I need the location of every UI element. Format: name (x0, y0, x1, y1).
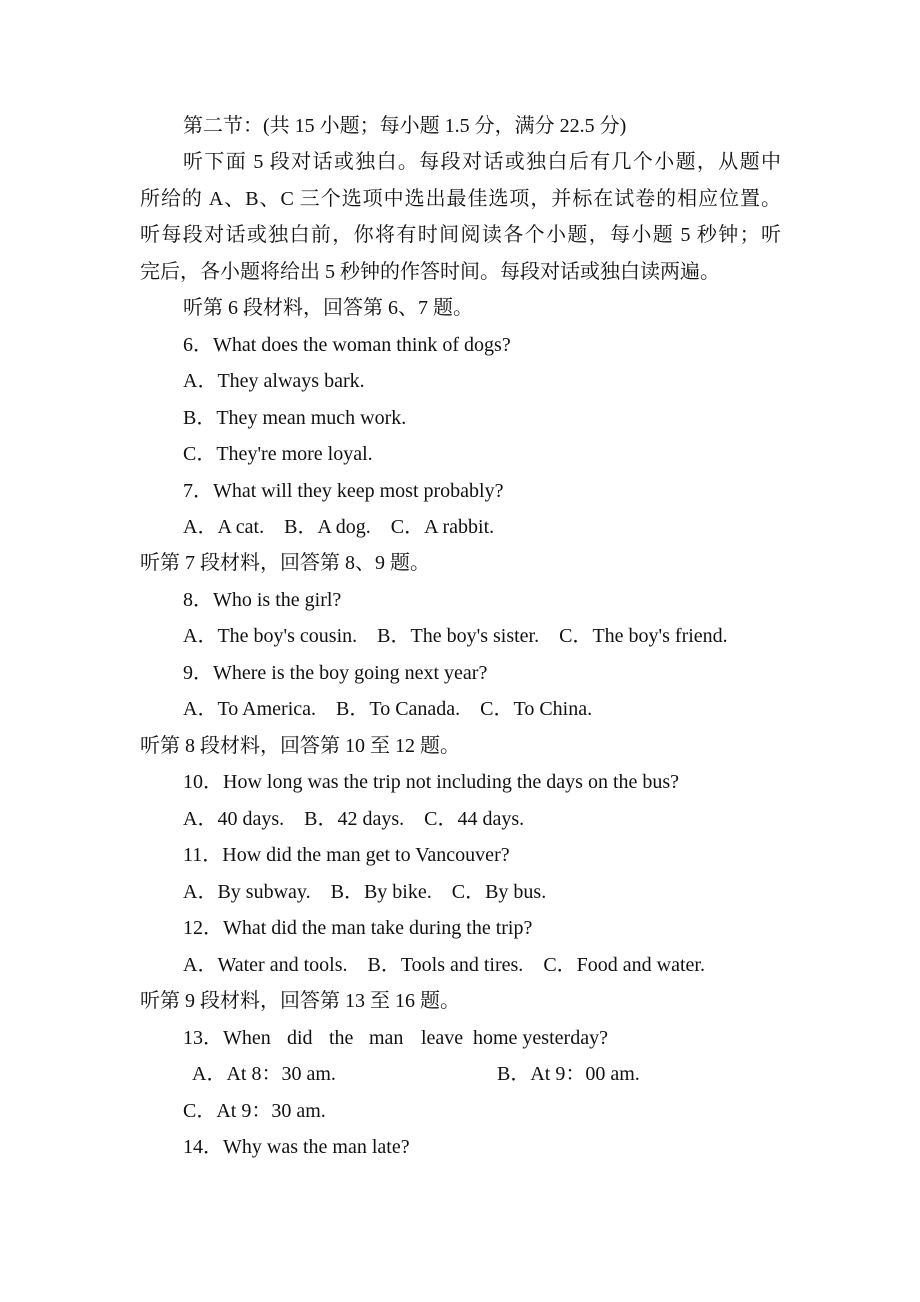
passage-intro: 听第 7 段材料，回答第 8、9 题。 (140, 552, 430, 574)
option-label: C． (543, 954, 577, 976)
option-text: At 9：30 am. (216, 1100, 326, 1122)
question-word: man (369, 1027, 404, 1049)
option-label: B． (284, 516, 318, 538)
option-label: C． (451, 881, 486, 903)
question-number: 6． (183, 334, 213, 356)
question-word: home yesterday? (473, 1027, 608, 1049)
question-8 (183, 588, 341, 612)
question-word: leave (421, 1027, 464, 1049)
option-text: At 9：00 am. (530, 1063, 640, 1085)
option-label: A． (183, 370, 218, 392)
passage-intro: 听第 8 段材料，回答第 10 至 12 题。 (140, 735, 460, 757)
option-13a (192, 1062, 336, 1086)
question-number: 10． (183, 771, 223, 793)
option-text: A cat. (217, 516, 265, 538)
option-text: At 8：30 am. (226, 1063, 336, 1085)
option-text: Water and tools. (217, 954, 348, 976)
passage-intro: 听第 6 段材料，回答第 6、7 题。 (183, 297, 473, 319)
question-number: 12． (183, 917, 223, 939)
question-number: 13． (183, 1027, 223, 1049)
option-label: C． (559, 625, 593, 647)
question-13 (183, 1026, 608, 1050)
option-text: 44 days. (457, 808, 525, 830)
question-text: Why was the man late? (223, 1136, 410, 1158)
option-6c (183, 442, 373, 466)
option-text: A rabbit. (424, 516, 495, 538)
question-14 (183, 1135, 410, 1159)
question-text: What did the man take during the trip? (223, 917, 533, 939)
option-label: B． (183, 407, 217, 429)
option-label: B． (304, 808, 338, 830)
option-6a (183, 369, 365, 393)
option-label: A． (183, 516, 218, 538)
instructions-line-4: 完后，各小题将给出 5 秒钟的作答时间。每段对话或独白读两遍。 (140, 261, 720, 283)
option-text: 42 days. (337, 808, 405, 830)
option-text: By bike. (363, 881, 432, 903)
option-text: The boy's friend. (592, 625, 728, 647)
question-11 (183, 843, 510, 867)
option-label: C． (424, 808, 458, 830)
option-text: To America. (217, 698, 317, 720)
question-text: What will they keep most probably? (213, 480, 504, 502)
passage-intro: 听第 9 段材料，回答第 13 至 16 题。 (140, 990, 460, 1012)
instructions-line-3: 听每段对话或独白前，你将有时间阅读各个小题，每小题 5 秒钟；听 (140, 224, 781, 246)
question-number: 11． (183, 844, 223, 866)
question-word: When (223, 1027, 271, 1049)
option-label: A． (183, 881, 218, 903)
question-text: Where is the boy going next year? (213, 662, 488, 684)
question-word: did (287, 1027, 313, 1049)
question-number: 7． (183, 480, 213, 502)
question-number: 9． (183, 662, 213, 684)
option-label: C． (480, 698, 514, 720)
option-13c (183, 1099, 326, 1123)
options-11 (183, 880, 546, 904)
option-text: Tools and tires. (400, 954, 524, 976)
option-label: B． (497, 1063, 531, 1085)
question-text: Who is the girl? (213, 589, 342, 611)
section-heading: 第二节：(共 15 小题；每小题 1.5 分，满分 22.5 分) (183, 115, 627, 137)
option-text: A dog. (317, 516, 371, 538)
option-label: B． (367, 954, 401, 976)
options-10 (183, 807, 524, 831)
question-text: How long was the trip not including the days on the bus? (223, 771, 680, 793)
question-9 (183, 661, 487, 685)
options-8 (183, 624, 728, 648)
option-6b (183, 406, 406, 430)
options-9 (183, 697, 592, 721)
question-6 (183, 333, 511, 357)
question-text: How did the man get to Vancouver? (222, 844, 510, 866)
question-number: 8． (183, 589, 213, 611)
question-7 (183, 479, 503, 503)
option-text: They're more loyal. (216, 443, 373, 465)
option-label: B． (336, 698, 370, 720)
option-label: A． (192, 1063, 227, 1085)
question-word: the (329, 1027, 354, 1049)
option-label: B． (330, 881, 364, 903)
option-label: C． (390, 516, 425, 538)
option-text: By subway. (217, 881, 311, 903)
option-label: B． (377, 625, 411, 647)
option-text: The boy's sister. (410, 625, 540, 647)
instructions-line-1: 听下面 5 段对话或独白。每段对话或独白后有几个小题，从题中 (183, 151, 781, 173)
options-7 (183, 515, 494, 539)
option-label: A． (183, 808, 218, 830)
option-label: C． (183, 443, 217, 465)
option-label: A． (183, 698, 218, 720)
question-number: 14． (183, 1136, 223, 1158)
option-text: 40 days. (217, 808, 285, 830)
option-text: The boy's cousin. (217, 625, 358, 647)
question-10 (183, 770, 679, 794)
instructions-line-2: 所给的 A、B、C 三个选项中选出最佳选项，并标在试卷的相应位置。 (140, 188, 781, 210)
option-13b (497, 1062, 640, 1086)
question-12 (183, 916, 532, 940)
option-label: A． (183, 954, 218, 976)
option-text: They always bark. (217, 370, 365, 392)
option-text: They mean much work. (216, 407, 407, 429)
question-text: What does the woman think of dogs? (213, 334, 511, 356)
option-text: By bus. (485, 881, 547, 903)
option-text: To China. (513, 698, 593, 720)
option-text: Food and water. (576, 954, 705, 976)
option-label: A． (183, 625, 218, 647)
options-12 (183, 953, 705, 977)
option-label: C． (183, 1100, 217, 1122)
option-text: To Canada. (369, 698, 461, 720)
